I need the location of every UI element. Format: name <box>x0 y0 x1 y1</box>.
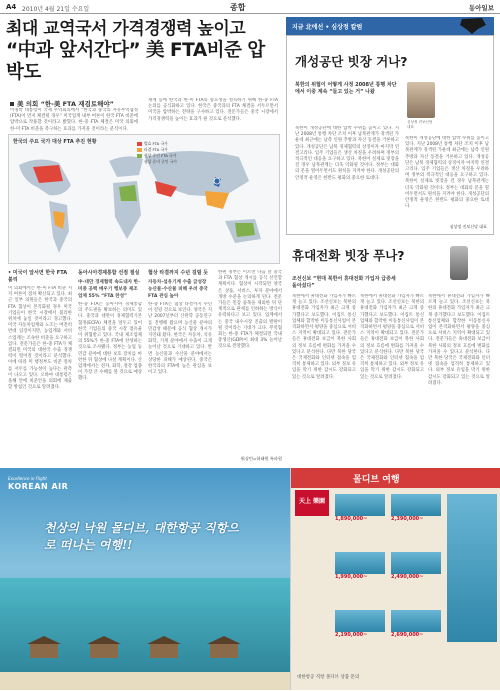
korean-air-ad[interactable] <box>0 468 290 690</box>
page-header <box>0 0 500 14</box>
legend-item: 발효 FTA 국가 <box>137 141 203 147</box>
article-byline: 워싱턴=하태원 특파원 <box>240 456 282 461</box>
ad-slogan: 천상의 낙원 몰디브, 대한항공 직항으로 떠나는 여행!! <box>44 521 239 552</box>
column-series-banner <box>286 17 494 35</box>
column-subheading: 中-대만 경제협력 속도내자 한-미중 공백 메우기 행보중 제조업체 55% “FTA 찬성” <box>78 280 141 299</box>
ad-title: 몰디브 여행 <box>353 475 400 485</box>
issue-date: 2010년 4월 21일 수요일 <box>22 6 90 13</box>
package-price: 1,890,000~ <box>335 516 368 522</box>
section-title: 종합 <box>230 3 246 12</box>
column-box-kaesong <box>286 35 494 235</box>
package-price: 2,690,000~ <box>391 632 424 638</box>
package-price: 2,490,000~ <box>391 574 424 580</box>
tour-package[interactable] <box>391 610 441 640</box>
resort-thumbnail <box>335 610 385 632</box>
resort-thumbnail <box>391 494 441 516</box>
package-price: 2,390,000~ <box>391 516 424 522</box>
article-intro-left: 이명박 대통령이 국제 무역회의에서 “한국과 중국의 자유무역협정(FTA)이 먼저 체결될 경우” 미국업계 내부 여론이 한국 FTA 비준에 압박으로 작용할 것이라고 밝혔다. 한-중 FTA 체결은 미국 의회에 한-미 FTA 비준을 촉구하는 효과를 가져올 것이라는 분석이다. <box>10 108 138 132</box>
column-text: 한-중 FTA는 협상 타결까지 수년이 걸릴 것으로 보인다. 양국은 지난 2007년부터 산관학 공동연구를 진행해 왔으며 농산물 분야의 민감성 때문에 공식 협상 개시가 지연돼 왔다. 한국은 자동차, 석유화학, 기계 분야에서 수출이 크게 늘어날 것으로 기대하고 있다. 반면 농산물과 수산물 분야에서는 상당한 피해가 예상된다. 중국은 한국과의 FTA에 높은 관심을 보이고 있다. <box>148 302 212 376</box>
map-legend <box>137 141 203 165</box>
resort-thumbnail <box>335 494 385 516</box>
maldives-travel-ad[interactable] <box>290 468 500 690</box>
legend-item: 협상 중인 FTA 국가 <box>137 153 203 159</box>
column-title: 휴대전화 빗장 푸나? <box>292 248 405 263</box>
column-subtitle: 조선신보 “현대 북한서 휴대전화 가입자 급증세 돌아섰다” <box>292 276 396 289</box>
korean-air-logo: KOREAN AIR <box>8 482 69 491</box>
water-villa-icon <box>150 644 178 658</box>
column-text-2: 북한에서 휴대전화 가입자가 빠르게 늘고 있다. 조선신보는 북한의 휴대전화 가입자가 최근 크게 증가했다고 보도했다. 이집트 통신업체와 합작한 이동통신사업이 본격화하면서 평양을 중심으로 서비스 지역이 확대되고 있다. 전문가들은 휴대전화 보급이 북한 사회의 정보 흐름에 변화를 가져올 수 있다고 분석한다. 다만 북한 당국은 국제전화와 인터넷 접속을 엄격히 통제하고 있다. 외부 정보 유입을 막기 위한 감시도 강화되고 있는 것으로 알려졌다. <box>360 294 424 380</box>
ad-footer: 대한항공 직항 몰디브 상품 문의 <box>297 675 360 680</box>
column-heading: 협상 타결까지 수년 걸릴 듯 <box>148 270 209 276</box>
column-box-mobile <box>286 240 494 470</box>
north-korea-map-icon <box>456 17 490 35</box>
legend-item: 협상 준비 중인 국가 <box>137 159 203 165</box>
article-intro-right: 재계 등에 한국과 한-미 FTA의 중요성을 설득하기 위해 한-중 FTA 논의를 공식화하고 있다. 한국은 중국과의 FTA 체결을 서두르면서 미국을 압박하는 전략을 구사하고 있다. 전문가들은 중국 시장에서 가격경쟁력을 높이는 효과가 클 것으로 분석했다. <box>148 98 278 122</box>
ad-brand-tagline: Excellence in Flight <box>8 476 47 481</box>
mobile-phone-icon <box>450 246 468 280</box>
ad-beach-image <box>0 672 290 690</box>
column-text-3: 북한에서 휴대전화 가입자가 빠르게 늘고 있다. 조선신보는 북한의 휴대전화 가입자가 최근 크게 증가했다고 보도했다. 이집트 통신업체와 합작한 이동통신사업이 본격화하면서 평양을 중심으로 서비스 지역이 확대되고 있다. 전문가들은 휴대전화 보급이 북한 사회의 정보 흐름에 변화를 가져올 수 있다고 분석한다. 다만 북한 당국은 국제전화와 인터넷 접속을 엄격히 통제하고 있다. 외부 정보 유입을 막기 위한 감시도 강화되고 있는 것으로 알려졌다. <box>428 294 490 386</box>
author-caption: 심상정 진보신당 대표 <box>407 120 433 129</box>
column-heading: • 미국이 앞서면 한국 FTA 불리 <box>8 270 68 283</box>
package-price: 2,190,000~ <box>335 632 368 638</box>
column-series-title: 지금 北에선 • 심상정 칼럼 <box>292 24 363 31</box>
tour-package[interactable] <box>335 494 385 524</box>
ad-side-image <box>447 494 497 644</box>
page-number: A4 <box>6 3 17 11</box>
tour-package[interactable] <box>391 552 441 582</box>
tour-package[interactable] <box>391 494 441 524</box>
legend-item: 타결 FTA 국가 <box>137 147 203 153</box>
article-headline <box>6 18 282 92</box>
ad-header <box>291 468 500 488</box>
water-villa-icon <box>210 644 238 658</box>
author-photo <box>407 82 435 118</box>
column-text: 북한에서 휴대전화 가입자가 빠르게 늘고 있다. 조선신보는 북한의 휴대전화 가입자가 최근 크게 증가했다고 보도했다. 이집트 통신업체와 합작한 이동통신사업이 본격화하면서 평양을 중심으로 서비스 지역이 확대되고 있다. 전문가들은 휴대전화 보급이 북한 사회의 정보 흐름에 변화를 가져올 수 있다고 분석한다. 다만 북한 당국은 국제전화와 인터넷 접속을 엄격히 통제하고 있다. 외부 정보 유입을 막기 위한 감시도 강화되고 있는 것으로 알려졌다. <box>292 294 356 380</box>
article-subheading: 美 의회 “한-美 FTA 재검토해야” <box>10 99 114 108</box>
column-text: 한편 정부는 이르면 다음 달 중국과 FTA 협상 개시를 공식 선언할 계획이다. 협상이 시작되면 양국은 상품, 서비스, 투자 분야에서 개방 수준을 논의하게 된다. 전문가들은 민감 품목을 제외한 뒤 단계적으로 관세를 인하하는 방식이 유력하다고 보고 있다. 업계에서는 중국 내수시장 진출의 발판이 될 것이라는 기대가 크다. 무역협회는 한-중 FTA가 체결되면 국내총생산(GDP)이 최대 3% 늘어날 것으로 전망했다. <box>218 270 282 350</box>
headline-line-2: “中과 앞서간다” 美 FTA비준 압박도 <box>6 40 265 83</box>
column-text-continued: 북한이 개성공단에 대한 압박 수위를 높이고 있다. 지난 2008년 통행 차단 조치 이후 남북관계가 경색된 가운데 최근에는 남측 인원 추방과 자산 동결을 거론하고 있다. 개성공단은 남북 경제협력의 상징이자 마지막 연결고리다. 입주 기업들은 생산 차질을 우려하며 정부의 적극적인 대응을 요구하고 있다. 북한이 실제로 빗장을 걸 경우 남북관계는 더욱 악화될 것이다. 정부는 대화의 문을 열어두면서도 원칙을 지켜야 한다. 개성공단의 안정적 운영은 한반도 평화의 중요한 토대다. <box>405 136 489 210</box>
package-price: 1,990,000~ <box>335 574 368 580</box>
column-byline: 심상정 진보신당 대표 <box>449 224 487 229</box>
column-text: 북한이 개성공단에 대한 압박 수위를 높이고 있다. 지난 2008년 통행 차단 조치 이후 남북관계가 경색된 가운데 최근에는 남측 인원 추방과 자산 동결을 거론하고 있다. 개성공단은 남북 경제협력의 상징이자 마지막 연결고리다. 입주 기업들은 생산 차질을 우려하며 정부의 적극적인 대응을 요구하고 있다. 북한이 실제로 빗장을 걸 경우 남북관계는 더욱 악화될 것이다. 정부는 대화의 문을 열어두면서도 원칙을 지켜야 한다. 개성공단의 안정적 운영은 한반도 평화의 중요한 토대다. <box>295 126 399 181</box>
water-villa-icon <box>30 644 58 658</box>
column-text: 한-중 FTA는 동아시아 경제통합의 주도권을 확보하는 의미도 있다. 중국과 대만이 경제협력기본협정(ECFA) 체결을 앞두고 있어 한국 기업들의 중국 시장 점유율이 위협받고 있다. 국내 제조업체의 55%가 한-중 FTA에 찬성하는 것으로 조사됐다. 정부는 농업 등 민감 분야에 대한 보호 장치를 마련한 뒤 협상에 나설 계획이다. 산업계에서는 전자, 화학, 철강 업종이 가장 큰 수혜를 볼 것으로 예상했다. <box>78 302 142 382</box>
fta-world-map <box>8 134 280 264</box>
resort-thumbnail <box>391 610 441 632</box>
column-heading: 동아시아경제통합 선점 절실 <box>78 270 140 276</box>
tour-package[interactable] <box>335 610 385 640</box>
column-text: 미 의회에서는 한-미 FTA 비준 지지 여론이 점차 확산되고 있다. 최근 일부 의원들은 한국과 중국의 FTA 협상이 본격화될 경우 미국 기업들이 한국 시장에서 불리한 위치에 놓일 것이라고 경고했다. 미국 자동차업계와 노조는 여전히 반대 입장이지만, 농업계와 서비스업계는 조속한 비준을 요구하고 있다. 전문가들은 한-중 FTA가 체결되면 미국의 대한국 수출 경쟁력이 떨어질 것이라고 분석했다. 이에 따라 미 행정부도 비준 절차를 서두를 가능성이 높다는 관측이 나오고 있다. 오바마 대통령은 올해 안에 비준안을 의회에 제출할 방침인 것으로 알려졌다. <box>8 286 72 391</box>
column-subtitle: 북한의 위협이 어떻게 사정 2008년 통행 차단에서 이중 계속 “들고 있는 거” 나왔 <box>295 82 397 95</box>
resort-thumbnail <box>335 552 385 574</box>
resort-thumbnail <box>391 552 441 574</box>
headline-line-1: 최대 교역국서 가격경쟁력 높이고 <box>6 19 246 39</box>
publisher-name: 동아일보 <box>468 4 494 12</box>
ad-badge: 天上 樂園 <box>295 490 329 516</box>
column-title: 개성공단 빗장 거나? <box>295 54 408 69</box>
tour-package[interactable] <box>335 552 385 582</box>
column-subheading: 자동차-섬유기계 수출 급성장 농산물-수산물 피해 우려 중국 FTA 관심 높아 <box>148 280 208 299</box>
map-title: 한국의 주요 국가 대상 FTA 추진 현황 <box>13 139 97 145</box>
water-villa-icon <box>90 644 118 658</box>
